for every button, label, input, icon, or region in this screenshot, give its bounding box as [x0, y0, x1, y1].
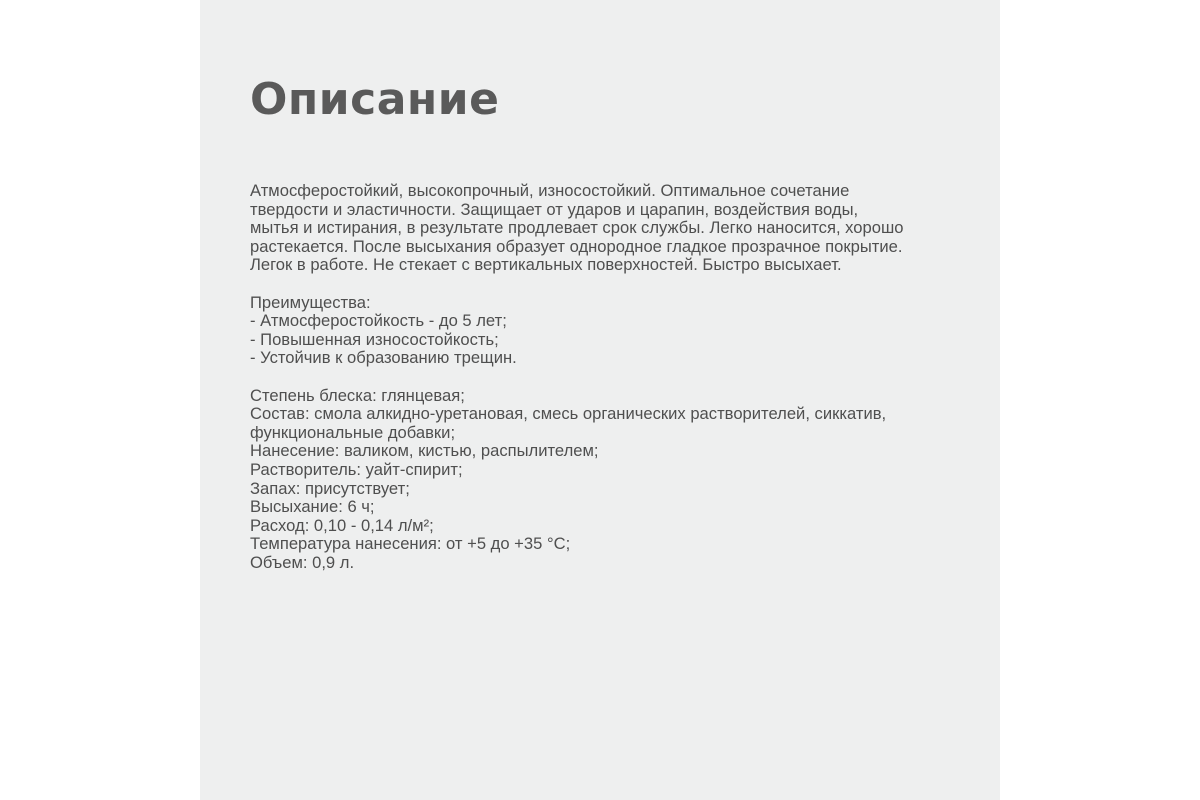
spec-drying: Высыхание: 6 ч;: [250, 497, 375, 517]
spec-consumption: Расход: 0,10 - 0,14 л/м²;: [250, 515, 434, 535]
description-line: твердости и эластичности. Защищает от ударов и царапин, воздействия воды,: [250, 199, 859, 219]
description-line: Атмосферостойкий, высокопрочный, износостойкий. Оптимальное сочетание: [250, 181, 850, 200]
specs-section: [250, 387, 990, 573]
spec-application: Нанесение: валиком, кистью, распылителем;: [250, 441, 599, 461]
advantage-item: - Атмосферостойкость - до 5 лет;: [250, 311, 507, 331]
description-card: [200, 0, 1000, 800]
advantages-section: [250, 294, 990, 368]
description-line: Легок в работе. Не стекает с вертикальных поверхностей. Быстро высыхает.: [250, 255, 842, 275]
advantage-item: - Повышенная износостойкость;: [250, 329, 499, 349]
spec-composition: Состав: смола алкидно-уретановая, смесь органических растворителей, сиккатив,: [250, 404, 887, 424]
page-title: Описание: [250, 74, 500, 125]
advantages-heading: Преимущества:: [250, 292, 371, 312]
description-line: мытья и истирания, в результате продлевает срок службы. Легко наносится, хорошо: [250, 218, 904, 238]
spec-gloss: Степень блеска: глянцевая;: [250, 385, 465, 405]
spec-solvent: Растворитель: уайт-спирит;: [250, 459, 463, 479]
description-content: [250, 182, 990, 572]
advantage-item: - Устойчив к образованию трещин.: [250, 348, 517, 368]
description-line: растекается. После высыхания образует однородное гладкое прозрачное покрытие.: [250, 236, 903, 256]
description-paragraph: [250, 182, 990, 275]
spec-composition-cont: функциональные добавки;: [250, 422, 456, 442]
spec-temperature: Температура нанесения: от +5 до +35 °С;: [250, 534, 571, 554]
spec-volume: Объем: 0,9 л.: [250, 552, 355, 572]
spec-odor: Запах: присутствует;: [250, 478, 410, 498]
